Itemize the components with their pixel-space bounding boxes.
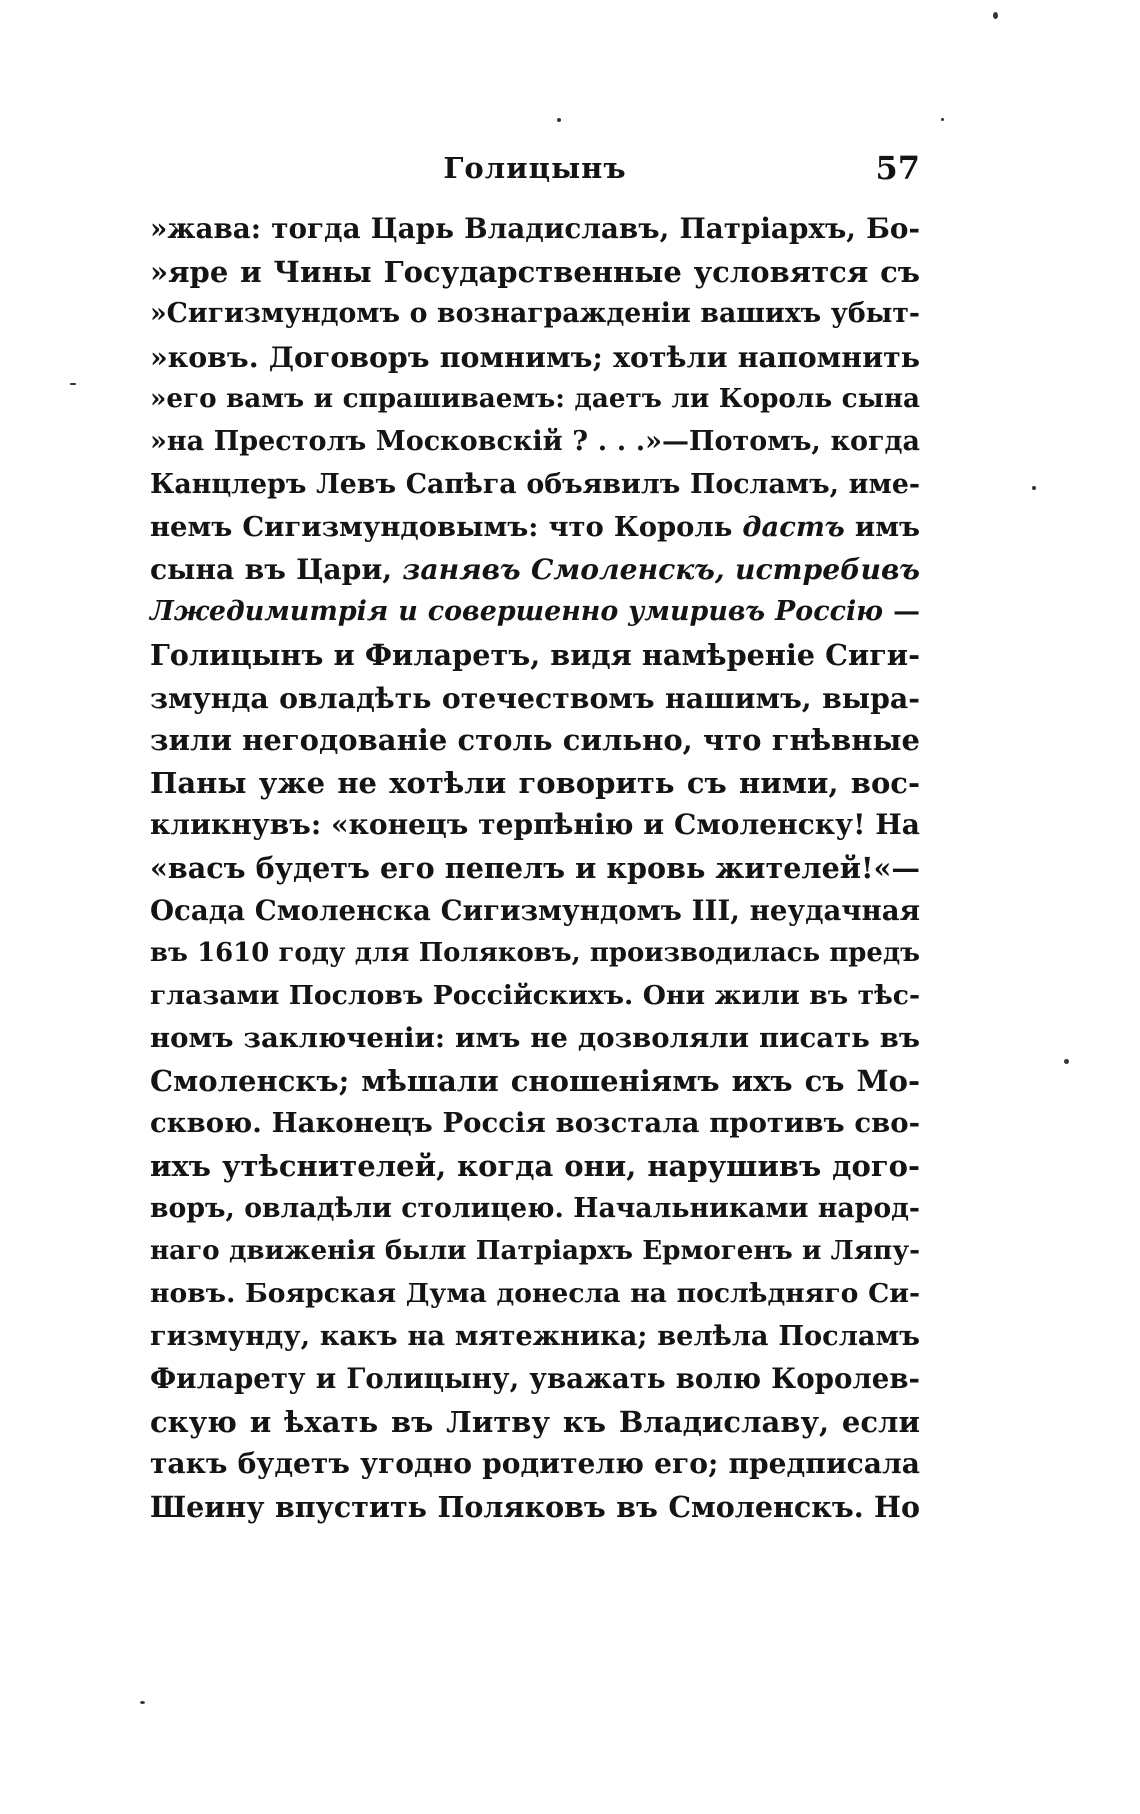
text-line <box>150 847 920 890</box>
text-run: новъ. Боярская Дума донесла на послѣдняго Си- <box>150 1277 920 1309</box>
text-line <box>150 378 920 421</box>
text-run: номъ заключеніи: имъ не дозволяли писать въ <box>150 1022 920 1055</box>
running-title: Голицынъ <box>443 151 627 185</box>
text-line <box>150 1486 920 1529</box>
text-line <box>150 932 920 975</box>
text-line <box>150 591 920 634</box>
text-line <box>150 1102 920 1145</box>
text-run: Голицынъ и Филаретъ, видя намѣреніе Сиги- <box>150 637 920 672</box>
scan-speck <box>1032 486 1036 490</box>
text-line <box>150 1017 920 1060</box>
text-line <box>150 1273 920 1316</box>
body-text <box>150 208 920 1528</box>
scan-speck <box>993 12 998 19</box>
text-line <box>150 890 920 933</box>
text-run: Шеину впустить Поляковъ въ Смоленскъ. Но <box>150 1489 920 1524</box>
text-run: Смоленскъ; мѣшали сношеніямъ ихъ съ Мо- <box>150 1063 920 1098</box>
text-run: наго движенія были Патріархъ Ермогенъ и Ляпу- <box>150 1235 920 1267</box>
text-run: »Сигизмундомъ о вознагражденіи вашихъ убыт- <box>150 298 920 330</box>
text-run: кликнувъ: «конецъ терпѣнію и Смоленску! На <box>150 808 920 842</box>
text-run: Осада Смоленска Сигизмундомъ III, неудачная <box>150 893 920 927</box>
text-line <box>150 1188 920 1231</box>
text-run: Филарету и Голицыну, уважать волю Королев- <box>150 1362 920 1396</box>
text-run: ихъ утѣснителей, когда они, нарушивъ дого- <box>150 1149 920 1184</box>
text-run: »ковъ. Договоръ помнимъ; хотѣли напомнить <box>150 339 920 374</box>
italic-run: занявъ Смоленскъ, истребивъ <box>402 552 920 586</box>
text-line <box>150 1145 920 1188</box>
scan-speck <box>941 118 944 121</box>
text-run: — <box>883 596 920 628</box>
text-line <box>150 506 920 549</box>
text-run: немъ Сигизмундовымъ: что Король <box>150 511 743 544</box>
scan-speck <box>1064 1059 1069 1064</box>
text-run: гизмунду, какъ на мятежника; велѣла Посламъ <box>150 1320 920 1353</box>
text-run: »его вамъ и спрашиваемъ: даетъ ли Король сына <box>150 383 920 415</box>
text-run: зили негодованіе столь сильно, что гнѣвные <box>150 723 920 758</box>
text-line <box>150 804 920 847</box>
italic-run: Лжедимитрія и совершенно умиривъ Россію <box>150 596 884 628</box>
text-line <box>150 464 920 507</box>
text-run: такъ будетъ угодно родителю его; предписала <box>150 1447 920 1481</box>
text-line <box>150 293 920 336</box>
text-line <box>150 1401 920 1444</box>
text-run: имъ <box>844 511 920 544</box>
scan-speck <box>70 383 76 385</box>
text-line <box>150 677 920 720</box>
italic-run: дастъ <box>742 511 845 544</box>
text-line <box>150 975 920 1018</box>
text-run: Паны уже не хотѣли говорить съ ними, вос- <box>150 765 920 800</box>
running-head <box>150 146 920 190</box>
scan-speck <box>140 1701 145 1704</box>
text-line <box>150 421 920 464</box>
text-run: »на Престолъ Московскій ? . . .»—Потомъ, когда <box>150 425 920 457</box>
text-line <box>150 719 920 762</box>
text-line <box>150 1358 920 1401</box>
text-run: «васъ будетъ его пепелъ и кровь жителей!«— <box>150 850 920 885</box>
text-line <box>150 336 920 379</box>
text-line <box>150 1443 920 1486</box>
text-run: Канцлеръ Левъ Сапѣга объявилъ Посламъ, име- <box>150 468 920 500</box>
text-line <box>150 1315 920 1358</box>
text-line <box>150 1060 920 1103</box>
page-number: 57 <box>875 149 920 187</box>
text-line <box>150 549 920 592</box>
text-run: сына въ Цари, <box>150 552 403 586</box>
text-run: змунда овладѣть отечествомъ нашимъ, выра- <box>150 680 920 715</box>
text-line <box>150 208 920 251</box>
text-run: воръ, овладѣли столицею. Начальниками народ- <box>150 1192 920 1224</box>
scan-speck <box>557 118 561 122</box>
text-run: сквою. Наконецъ Россія возстала противъ сво- <box>150 1107 920 1140</box>
text-line <box>150 634 920 677</box>
text-run: скую и ѣхать въ Литву къ Владиславу, если <box>150 1404 920 1439</box>
text-line <box>150 762 920 805</box>
text-run: глазами Пословъ Россійскихъ. Они жили въ тѣс- <box>150 979 920 1011</box>
text-run: »жава: тогда Царь Владиславъ, Патріархъ, Бо- <box>150 212 920 245</box>
text-line <box>150 1230 920 1273</box>
text-line <box>150 251 920 294</box>
text-run: »яре и Чины Государственные условятся съ <box>150 254 920 289</box>
text-run: въ 1610 году для Поляковъ, производилась предъ <box>150 938 920 969</box>
